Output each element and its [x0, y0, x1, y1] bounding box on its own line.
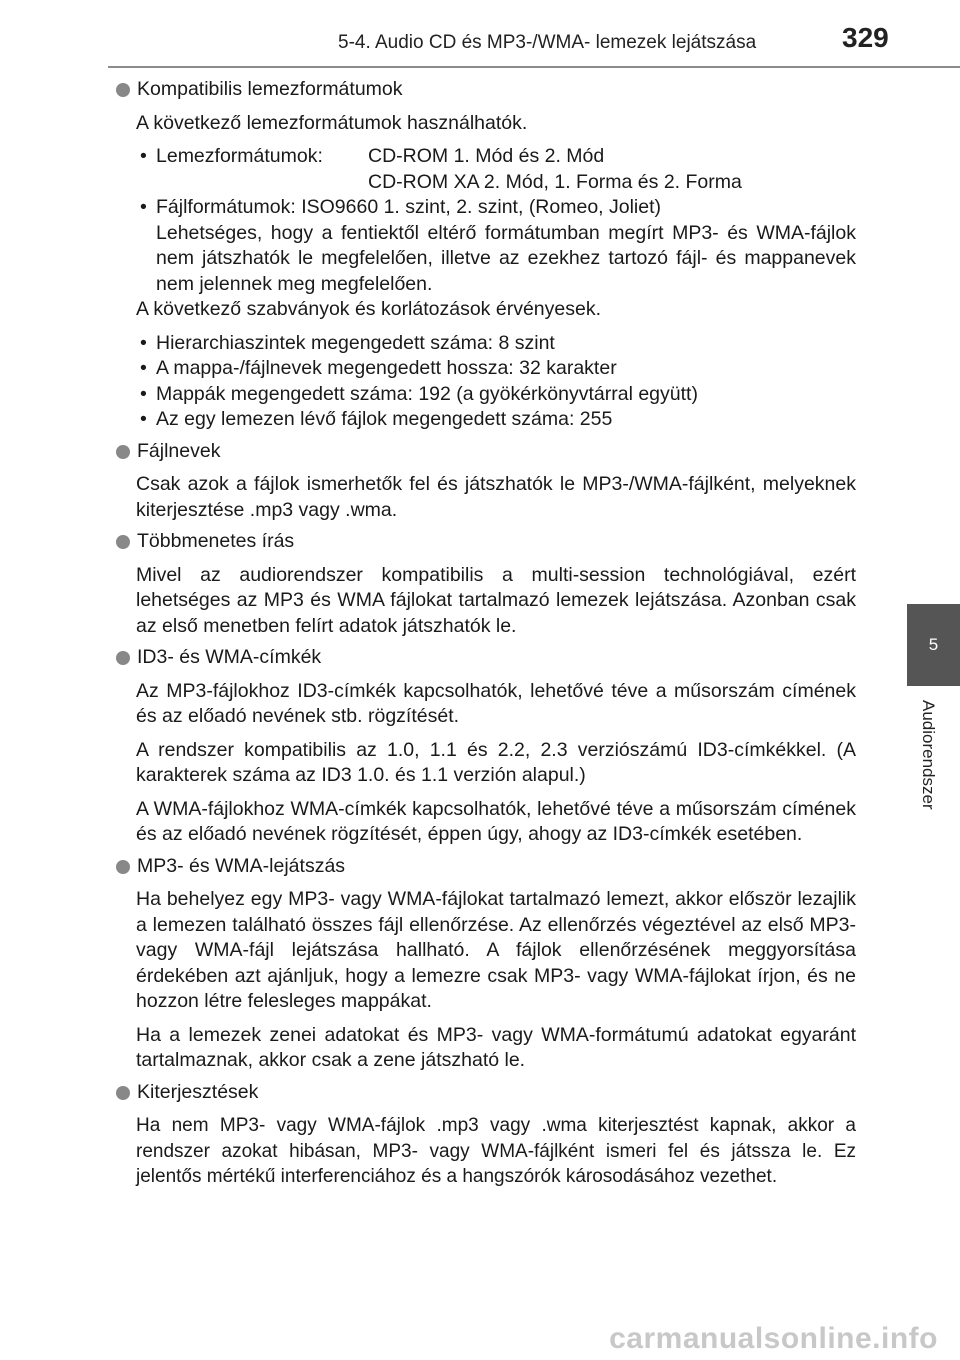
page-content [116, 77, 856, 1190]
section-title-tags: ID3- és WMA-címkék [116, 645, 856, 671]
list-item [136, 195, 856, 297]
tags-text-1: Az MP3-fájlokhoz ID3-címkék kapcsolhatók, lehetővé téve a műsorszám címének és az előadó nevének stb. rögzítését. [136, 679, 856, 727]
section-title-extensions: Kiterjesztések [116, 1080, 856, 1106]
chapter-tab-number: 5 [928, 635, 939, 654]
limits-list [136, 331, 856, 433]
page-number: 329 [842, 22, 889, 53]
list-item: • Az egy lemezen lévő fájlok megengedett száma: 255 [136, 407, 856, 433]
section-bullet-icon [116, 1086, 130, 1100]
list-item [136, 144, 856, 195]
filenames-text: Csak azok a fájlok ismerhetők fel és játszhatók le MP3-/WMA-fájlként, melyeknek kiterjesztése .mp3 vagy .wma. [136, 473, 856, 521]
disc-formats-label: • Lemezformátumok: [156, 145, 323, 167]
header-title: 5-4. Audio CD és MP3-/WMA- lemezek lejátszása [338, 32, 757, 53]
section-bullet-icon [116, 445, 130, 459]
watermark: carmanualsonline.info [609, 1322, 938, 1355]
tags-text-2: A rendszer kompatibilis az 1.0, 1.1 és 2.2, 2.3 verziószámú ID3-címkékkel. (A karakterek száma az ID3 1.0. és 1.1 verzión alapul.) [136, 738, 856, 786]
header-rule [108, 66, 960, 68]
playback-text-2: Ha a lemezek zenei adatokat és MP3- vagy WMA-formátumú adatokat egyaránt tartalmaznak, akkor csak a zene játszható le. [136, 1023, 856, 1071]
list-item: • Mappák megengedett száma: 192 (a gyökérkönyvtárral együtt) [136, 382, 856, 408]
tags-text-3: A WMA-fájlokhoz WMA-címkék kapcsolhatók, lehetővé téve a műsorszám címének és az előadó nevének rögzítését, éppen úgy, ahogy az ID3-címkék esetében. [136, 797, 856, 845]
file-formats: • Fájlformátumok: ISO9660 1. szint, 2. szint, (Romeo, Joliet) [156, 196, 662, 218]
extensions-text: Ha nem MP3- vagy WMA-fájlok .mp3 vagy .wma kiterjesztést kapnak, akkor a rendszer azokat hibásan, MP3- vagy WMA-fájlként ismeri fel és játssza le. Ez jelentős mértékű interferenciához és a hangszórók károsodásához vezethet. [136, 1115, 856, 1187]
section-title-playback: MP3- és WMA-lejátszás [116, 854, 856, 880]
chapter-tab[interactable] [907, 604, 960, 686]
multisession-text: Mivel az audiorendszer kompatibilis a multi-session technológiával, ezért lehetséges az MP3 és WMA fájlokat tartalmazó lemezek lejátszása. Azonban csak az első menetben felírt adatok játszhatók le. [136, 563, 856, 637]
disc-formats-line2: CD-ROM XA 2. Mód, 1. Forma és 2. Forma [368, 170, 742, 193]
disc-formats-line1: CD-ROM 1. Mód és 2. Mód [368, 145, 605, 167]
section-title-filenames: Fájlnevek [116, 439, 856, 465]
chapter-label: Audiorendszer [919, 700, 938, 810]
formats-list [136, 144, 856, 297]
section-bullet-icon [116, 83, 130, 97]
section-bullet-icon [116, 535, 130, 549]
section-bullet-icon [116, 860, 130, 874]
section-title-multisession: Többmenetes írás [116, 529, 856, 555]
playback-text-1: Ha behelyez egy MP3- vagy WMA-fájlokat tartalmazó lemezt, akkor először lezajlik a lemezen található összes fájl ellenőrzése. Az ellenőrzés végeztével az első MP3- vagy WMA-fájl lejátszása hallható. A fájlok ellenőrzésének meggyorsítása érdekében azt ajánljuk, hogy a lemezre csak MP3- vagy WMA-fájlokat írjon, és ne hozzon létre felesleges mappákat. [136, 888, 856, 1012]
section-bullet-icon [116, 651, 130, 665]
list-item: • A mappa-/fájlnevek megengedett hossza: 32 karakter [136, 356, 856, 382]
file-formats-note: Lehetséges, hogy a fentiektől eltérő formátumban megírt MP3- és WMA-fájlok nem játszhatók le megfelelően, illetve az ezekhez tartozó fájl- és mappanevek nem jelennek meg megfelelően. [156, 221, 856, 295]
limits-intro: A következő szabványok és korlátozások érvényesek. [136, 298, 601, 320]
section-title-formats: Kompatibilis lemezformátumok [116, 77, 856, 103]
formats-intro: A következő lemezformátumok használhatók. [136, 111, 528, 134]
list-item: • Hierarchiaszintek megengedett száma: 8 szint [136, 331, 856, 357]
